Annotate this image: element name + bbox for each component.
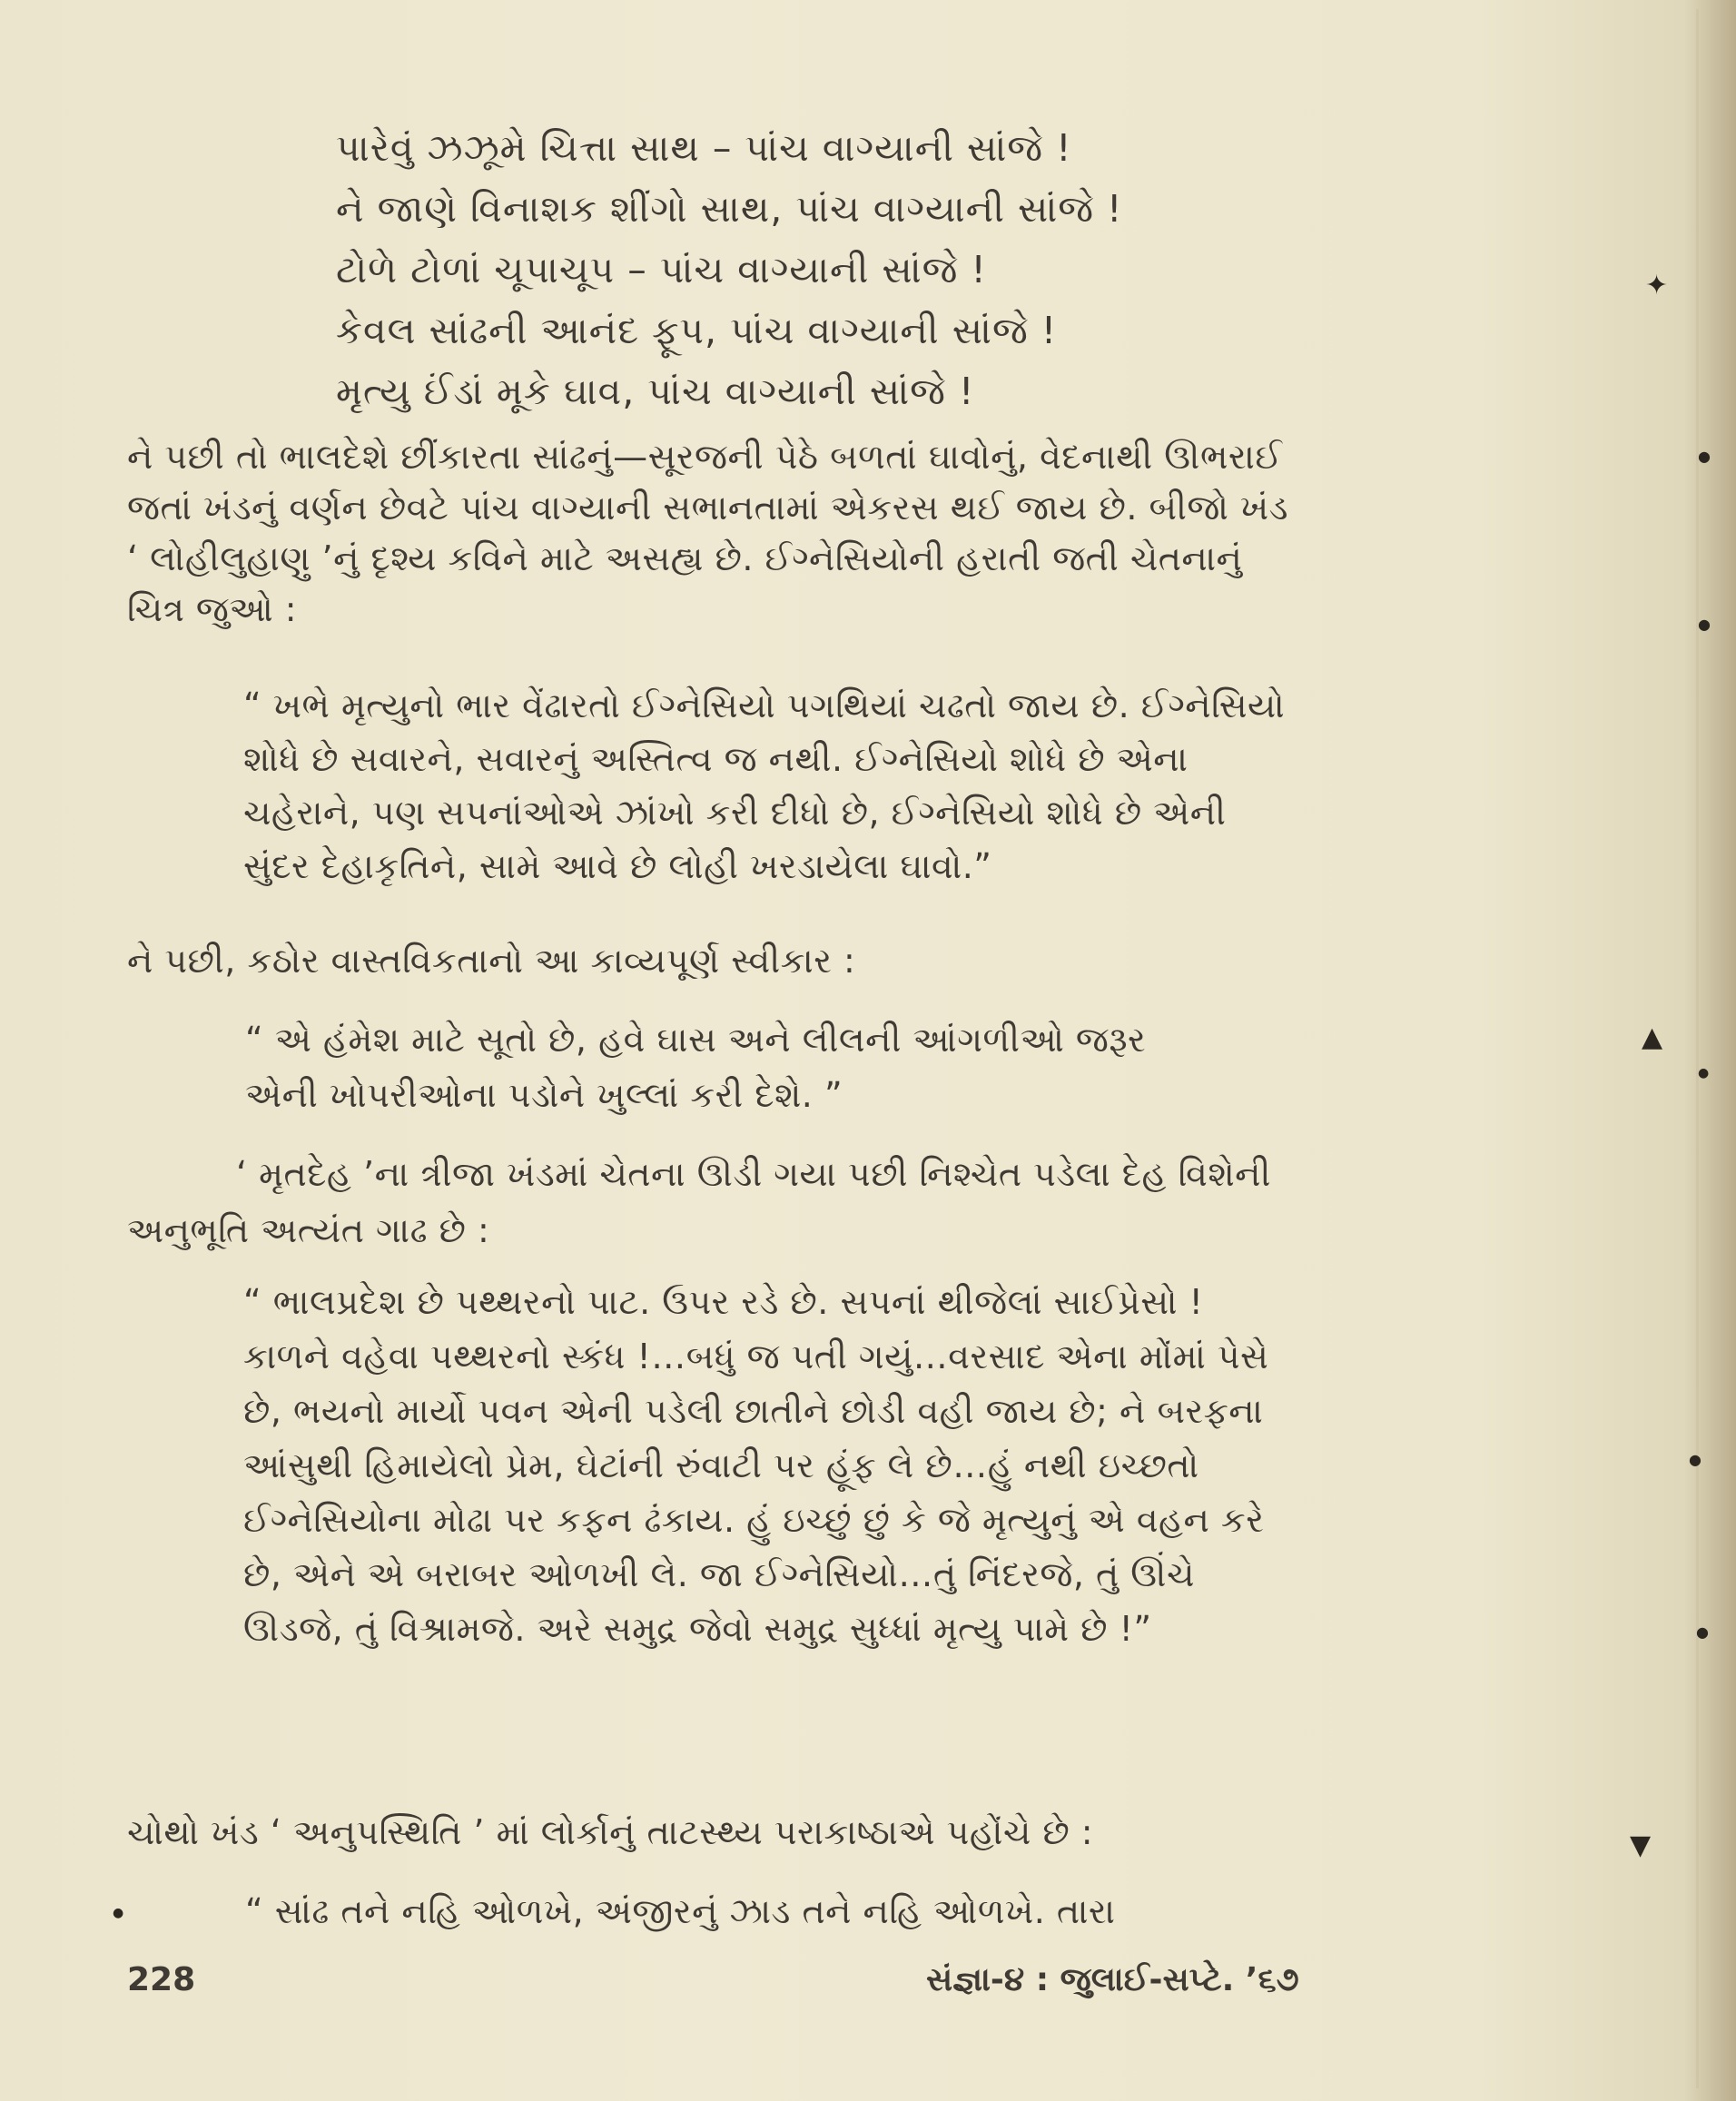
ink-mark: ● bbox=[1689, 1451, 1701, 1468]
ink-mark: ● bbox=[113, 1906, 124, 1920]
poem-stanza bbox=[336, 118, 1135, 422]
page-number: 228 bbox=[127, 1961, 196, 1998]
running-head: સંજ્ઞા-૪ : જુલાઈ-સપ્ટે. ’૬૭ bbox=[926, 1961, 1299, 1998]
ink-mark: ● bbox=[1698, 616, 1711, 633]
body-paragraph: ને પછી, કઠોર વાસ્તવિકતાનો આ કાવ્યપૂર્ણ સ્વીકાર : bbox=[127, 941, 856, 981]
verse-line: કેવલ સાંઢની આનંદ ફૂપ, પાંચ વાગ્યાની સાંજે ! bbox=[336, 309, 1058, 352]
body-paragraph: ‘ મૃતદેહ ’ના ત્રીજા ખંડમાં ચેતના ઊડી ગયા પછી નિશ્ચેત પડેલા દેહ વિશેની અનુભૂતિ અત્યંત ગાઢ છે : bbox=[127, 1154, 1271, 1250]
ink-mark: ▲ bbox=[1642, 1021, 1663, 1053]
ink-mark: ▼ bbox=[1630, 1830, 1652, 1861]
block-quote: “ ખભે મૃત્યુનો ભાર વેંઢારતો ઈગ્નેસિયો પગથિયાં ચઢતો જાય છે. ઈગ્નેસિયો શોધે છે સવારને, સવારનું અસ્તિત્વ જ નથી. ઈગ્નેસિયો શોધે છે એના ચહેરાને, પણ સપનાંઓએ ઝાંખો કરી દીધો છે, ઈગ્નેસિયો શોધે છે એની સુંદર દેહાકૃતિને, સામે આવે છે લોહી ખરડાયેલા ઘાવો.” bbox=[243, 686, 1286, 886]
verse-line: પારેવું ઝઝૂમે ચિત્તા સાથ – પાંચ વાગ્યાની સાંજે ! bbox=[336, 126, 1072, 170]
ink-mark: ● bbox=[1698, 448, 1711, 465]
ink-mark: ● bbox=[1696, 1623, 1709, 1641]
ink-mark: ✦ bbox=[1645, 270, 1669, 301]
block-quote: “ સાંઢ તને નહિ ઓળખે, અંજીરનું ઝાડ તને નહિ ઓળખે. તારા bbox=[245, 1891, 1116, 1931]
ink-mark: ● bbox=[1698, 1066, 1710, 1080]
verse-line: મૃત્યુ ઈંડાં મૂકે ઘાવ, પાંચ વાગ્યાની સાંજે ! bbox=[336, 370, 975, 413]
body-paragraph: ચોથો ખંડ ‘ અનુપસ્થિતિ ’ માં લોર્કાનું તાટસ્થ્ય પરાકાષ્ઠાએ પહોંચે છે : bbox=[127, 1812, 1094, 1852]
verse-line: ટોળે ટોળાં ચૂપાચૂપ – પાંચ વાગ્યાની સાંજે ! bbox=[336, 248, 987, 291]
page-edge bbox=[1696, 9, 1699, 2088]
block-quote: “ એ હંમેશ માટે સૂતો છે, હવે ઘાસ અને લીલની આંગળીઓ જરૂર એની ખોપરીઓના પડોને ખુલ્લાં કરી દેશે. ” bbox=[245, 1020, 1147, 1115]
body-paragraph: ને પછી તો ભાલદેશે છીંકારતા સાંઢનું—સૂરજની પેઠે બળતાં ઘાવોનું, વેદનાથી ઊભરાઈ જતાં ખંડનું વર્ણન છેવટે પાંચ વાગ્યાની સભાનતામાં એકરસ થઈ જાય છે. બીજો ખંડ ‘ લોહીલુહાણુ ’નું દૃશ્ય કવિને માટે અસહ્ય છે. ઈગ્નેસિયોની હરાતી જતી ચેતનાનું ચિત્ર જુઓ : bbox=[127, 437, 1289, 629]
block-quote: “ ભાલપ્રદેશ છે પથ્થરનો પાટ. ઉપર રડે છે. સપનાં થીજેલાં સાઈપ્રેસો ! કાળને વહેવા પથ્થરનો સ્કંધ !…બધું જ પતી ગયું…વરસાદ એના મોંમાં પેસે છે, ભયનો માર્યો પવન એની પડેલી છાતીને છોડી વહી જાય છે; ને બરફના આંસુથી હિમાયેલો પ્રેમ, ઘેટાંની રુંવાટી પર હૂંફ લે છે…હું નથી ઇચ્છતો ઈગ્નેસિયોના મોઢા પર કફન ઢંકાય. હું ઇચ્છું છું કે જે મૃત્યુનું એ વહન કરે છે, એને એ બરાબર ઓળખી લે. જા ઈગ્નેસિયો…તું નિંદરજે, તું ઊંચે ઊડજે, તું વિશ્રામજે. અરે સમુદ્ર જેવો સમુદ્ર સુધ્ધાં મૃત્યુ પામે છે !” bbox=[243, 1282, 1269, 1649]
verse-line: ને જાણે વિનાશક શીંગો સાથ, પાંચ વાગ્યાની સાંજે ! bbox=[336, 187, 1123, 231]
